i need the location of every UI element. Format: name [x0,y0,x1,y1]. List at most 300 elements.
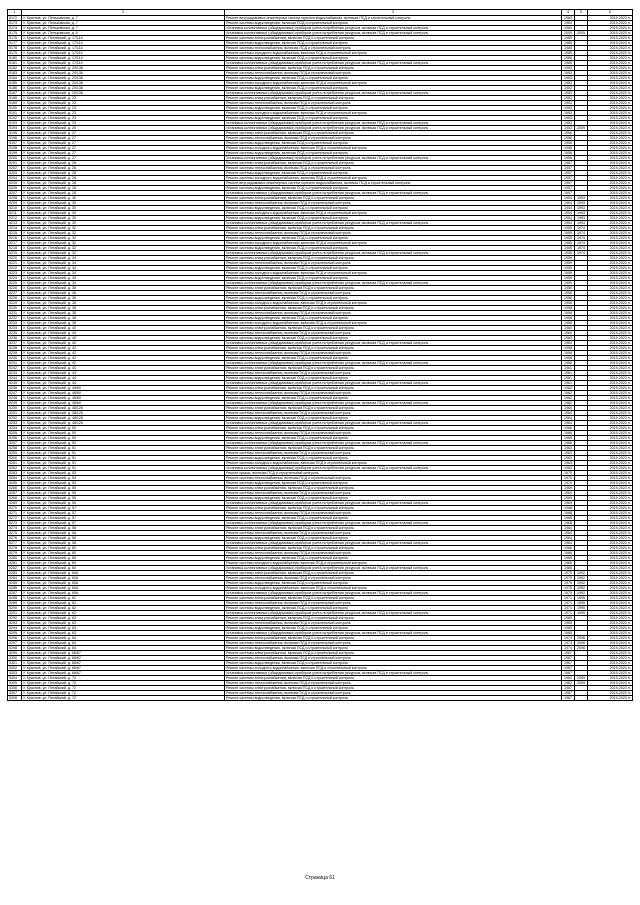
address-cell: У. Краснов, ул. Петайский, д. 60 [22,561,225,566]
address-cell: У. Краснов, ул. Петайский, д. 57 [22,521,225,526]
address-cell: У. Краснов, ул. Петайский, д. 66/67 [22,661,225,666]
address-cell: У. Краснов, ул. Петайский, д. 48/126 [22,411,225,416]
row-number: 5204 [8,176,22,181]
period-cell: 2019-2023 гг. [588,21,633,26]
period-cell: 2019-2023 гг. [588,166,633,171]
build-year-cell: 1955 [562,236,575,241]
period-cell: 2019-2023 гг. [588,466,633,471]
address-cell: У. Краснов, ул. Петайский, д. 36 [22,296,225,301]
row-number: 5223 [8,271,22,276]
work-type-cell: Ремонт системы водоотведения, включая ПСД и строительный контроль [225,336,562,341]
work-type-cell: Установка коллективных (общедомовых) приборов учета потребления ресурсов, включая ПСД и строительный контроль [225,611,562,616]
address-cell: У. Краснов, ул. Петайский, д. 23 [22,106,225,111]
build-year-cell: 1970 [562,481,575,486]
address-cell: У. Краснов, ул. Петайский, д. 55 [22,496,225,501]
address-cell: У. Краснов, ул. Петайский, д. 46/60 [22,401,225,406]
period-cell: 2019-2023 гг. [588,361,633,366]
period-cell: 2019-2023 гг. [588,676,633,681]
address-cell: У. Краснов, ул. Петайский, д. 34 [22,261,225,266]
build-year-cell: 1966 [562,551,575,556]
period-cell: 2019-2023 гг. [588,321,633,326]
build-year-cell: 1956 [562,286,575,291]
row-number: 5228 [8,296,22,301]
overhaul-year-cell: 1974 [575,236,588,241]
build-year-cell: 1967 [562,661,575,666]
build-year-cell: 1962 [562,391,575,396]
build-year-cell: 1960 [562,21,575,26]
work-type-cell: Установка коллективных (общедомовых) приборов учета потребления ресурсов, включая ПСД и строительный контроль [225,341,562,346]
address-cell: У. Краснов, ул. Петайский, д. 17/114 [22,51,225,56]
row-number: 5267 [8,491,22,496]
work-type-cell: Ремонт системы электроснабжения, включая ПСД и строительный контроль [225,486,562,491]
build-year-cell: 1970 [562,476,575,481]
address-cell: У. Краснов, ул. Петайский, д. 58 [22,526,225,531]
period-cell: 2019-2023 гг. [588,81,633,86]
build-year-cell: 1953 [562,76,575,81]
address-cell: У. Краснов, ул. Петайский, д. 60А [22,576,225,581]
row-number: 5209 [8,201,22,206]
row-number: 5257 [8,441,22,446]
build-year-cell: 1957 [562,171,575,176]
address-cell: У. Краснов, ул. Петайский, д. 62 [22,601,225,606]
work-type-cell: Ремонт системы водоотведения, включая ПСД и строительный контроль [225,216,562,221]
address-cell: У. Краснов, ул. Петайский, д. 32 [22,246,225,251]
work-type-cell: Ремонт системы теплоснабжения, включая ПСД и строительный контроль [225,201,562,206]
row-number: 5301 [8,661,22,666]
address-cell: У. Краснов, ул. Петайский, д. 28 [22,176,225,181]
build-year-cell: 1953 [562,106,575,111]
row-number: 5261 [8,461,22,466]
period-cell: 2019-2023 гг. [588,136,633,141]
address-cell: У. Краснов, ул. Петайский, д. 44 [22,381,225,386]
row-number: 5241 [8,361,22,366]
period-cell: 2019-2023 гг. [588,266,633,271]
row-number: 5236 [8,336,22,341]
period-cell: 2019-2023 гг. [588,106,633,111]
address-cell: У. Краснов, ул. Петайский, д. 17/114 [22,46,225,51]
work-type-cell: Установка коллективных (общедомовых) приборов учета потребления ресурсов, включая ПСД и строительный контроль [225,566,562,571]
work-type-cell: Ремонт системы водоотведения, включая ПСД и строительный контроль [225,626,562,631]
overhaul-year-cell: 1993 [575,201,588,206]
period-cell: 2019-2023 гг. [588,36,633,41]
build-year-cell: 1964 [562,406,575,411]
address-cell: У. Краснов, ул. Петайский, д. 30 [22,221,225,226]
work-type-cell: Ремонт системы теплоснабжения, включая ПСД и строительный контроль [225,491,562,496]
overhaul-year-cell: 2009 [575,126,588,131]
period-cell: 2019-2023 гг. [588,696,633,701]
period-cell: 2019-2023 гг. [588,406,633,411]
build-year-cell: 1974 [562,641,575,646]
period-cell: 2019-2023 гг. [588,306,633,311]
overhaul-year-cell: 2006 [575,646,588,651]
build-year-cell: 1966 [562,556,575,561]
build-year-cell: 1956 [562,296,575,301]
address-cell: У. Краснов, ул. Петайский, д. 46/60 [22,391,225,396]
row-number: 5266 [8,486,22,491]
address-cell: У. Краснов, ул. Петайский, д. 32 [22,241,225,246]
period-cell: 2019-2023 гг. [588,231,633,236]
row-number: 5194 [8,126,22,131]
work-type-cell: Ремонт системы водоотведения, включая ПСД и строительный контроль [225,41,562,46]
build-year-cell: 1956 [562,291,575,296]
work-type-cell: Ремонт системы теплоснабжения, включая ПСД и строительный контроль [225,71,562,76]
period-cell: 2019-2023 гг. [588,591,633,596]
table-body [8,10,633,701]
period-cell: 2019-2023 гг. [588,61,633,66]
period-cell: 2019-2023 гг. [588,431,633,436]
build-year-cell: 1969 [562,491,575,496]
address-cell: У. Краснов, ул. Петайский, д. 36 [22,301,225,306]
work-type-cell: Ремонт системы водоотведения, включая ПСД и строительный контроль [225,86,562,91]
overhaul-year-cell: 1993 [575,196,588,201]
build-year-cell: 1963 [562,461,575,466]
work-type-cell: Ремонт системы теплоснабжения, включая ПСД и строительный контроль [225,101,562,106]
period-cell: 2019-2023 гг. [588,276,633,281]
period-cell: 2019-2023 гг. [588,171,633,176]
address-cell: У. Краснов, ул. Петайский, д. 30 [22,201,225,206]
work-type-cell: Ремонт системы электроснабжения, включая ПСД и строительный контроль [225,196,562,201]
address-cell: У. Краснов, ул. Петайский, д. 30 [22,216,225,221]
work-type-cell: Ремонт системы электроснабжения, включая ПСД и строительный контроль [225,506,562,511]
period-cell: 2019-2023 гг. [588,541,633,546]
overhaul-year-cell: 1992 [575,581,588,586]
work-type-cell: Ремонт системы электроснабжения, включая ПСД и строительный контроль [225,386,562,391]
build-year-cell: 1971 [562,611,575,616]
work-type-cell: Ремонт системы электроснабжения, включая ПСД и строительный контроль [225,526,562,531]
address-cell: У. Краснов, ул. Петайский, д. 28 [22,181,225,186]
address-cell: У. Краснов, ул. Петайский, д. 60 [22,566,225,571]
address-cell: У. Краснов, ул. Петайский, д. 23 [22,111,225,116]
build-year-cell: 1964 [562,421,575,426]
build-year-cell: 1974 [562,646,575,651]
build-year-cell: 1959 [562,271,575,276]
work-type-cell: Ремонт системы теплоснабжения, включая ПСД и строительный контроль [225,511,562,516]
row-number: 5212 [8,216,22,221]
period-cell: 2019-2023 гг. [588,641,633,646]
column-number: 4 [562,10,575,16]
work-type-cell: Установка коллективных (общедомовых) приборов учета потребления ресурсов, включая ПСД и строительный контроль [225,361,562,366]
row-number: 5226 [8,286,22,291]
address-cell: У. Краснов, ул. Петайский, д. 51 [22,466,225,471]
period-cell: 2019-2023 гг. [588,631,633,636]
period-cell: 2019-2023 гг. [588,141,633,146]
build-year-cell: 1958 [562,311,575,316]
row-number: 5229 [8,301,22,306]
build-year-cell: 1957 [562,181,575,186]
build-year-cell: 1969 [562,496,575,501]
build-year-cell: 1959 [562,261,575,266]
period-cell: 2019-2023 гг. [588,486,633,491]
build-year-cell: 1967 [562,691,575,696]
work-type-cell: Ремонт системы водоотведения, включая ПСД и строительный контроль [225,606,562,611]
period-cell: 2019-2023 гг. [588,291,633,296]
build-year-cell: 1961 [562,376,575,381]
build-year-cell: 1960 [562,341,575,346]
address-cell: У. Краснов, ул. Петайский, д. 38 [22,311,225,316]
address-cell: У. Краснов, ул. Петайский, д. 60А [22,571,225,576]
address-cell: У. Краснов, ул. Петайский, д. 60 [22,546,225,551]
period-cell: 2019-2023 гг. [588,246,633,251]
row-number: 5243 [8,371,22,376]
work-type-cell: Установка коллективных (общедомовых) приборов учета потребления ресурсов, включая ПСД и строительный контроль [225,281,562,286]
work-type-cell: Ремонт системы электроснабжения, включая ПСД и строительный контроль [225,546,562,551]
period-cell: 2019-2023 гг. [588,206,633,211]
period-cell: 2019-2023 гг. [588,296,633,301]
build-year-cell: 1957 [562,166,575,171]
row-number: 5277 [8,541,22,546]
build-year-cell: 1959 [562,281,575,286]
period-cell: 2019-2023 гг. [588,516,633,521]
period-cell: 2019-2023 гг. [588,636,633,641]
row-number: 5263 [8,471,22,476]
build-year-cell: 1965 [562,621,575,626]
address-cell: У. Краснов, ул. Петайский, д. 48/126 [22,421,225,426]
address-cell: У. Краснов, ул. Петайский, д. 57 [22,511,225,516]
work-type-cell: Ремонт системы водоотведения, включая ПСД и строительный контроль [225,556,562,561]
address-cell: У. Краснов, ул. Петайский, д. 64 [22,636,225,641]
work-type-cell: Ремонт системы водоотведения, включая ПСД и строительный контроль [225,416,562,421]
row-number: 5232 [8,316,22,321]
work-type-cell: Ремонт системы электроснабжения, включая ПСД и строительный контроль [225,131,562,136]
work-type-cell: Ремонт системы электроснабжения, включая ПСД и строительный контроль [225,406,562,411]
build-year-cell: 1966 [562,561,575,566]
period-cell: 2019-2023 гг. [588,621,633,626]
build-year-cell: 1957 [562,186,575,191]
address-cell: У. Краснов, ул. Петайский, д. 50 [22,426,225,431]
period-cell: 2019-2023 гг. [588,46,633,51]
work-type-cell: Ремонт системы водоотведения, включая ПСД и строительный контроль [225,236,562,241]
work-type-cell: Ремонт системы теплоснабжения, включая ПСД и строительный контроль [225,351,562,356]
address-cell: У. Краснов, ул. Петайский, д. 57 [22,506,225,511]
address-cell: У. Краснов, ул. Петайский, д. 20/136 [22,81,225,86]
address-cell: У. Краснов, ул. Петайский, д. 17/114 [22,36,225,41]
row-number: 5288 [8,596,22,601]
period-cell: 2019-2023 гг. [588,101,633,106]
build-year-cell: 1967 [562,651,575,656]
build-year-cell: 1967 [562,666,575,671]
build-year-cell: 1975 [562,586,575,591]
address-cell: У. Краснов, ул. Петайский, д. 63 [22,631,225,636]
row-number: 5283 [8,571,22,576]
build-year-cell: 1958 [562,316,575,321]
address-cell: У. Краснов, ул. Петайский, д. 53 [22,481,225,486]
work-type-cell: Ремонт системы электроснабжения, включая ПСД и строительный контроль [225,306,562,311]
build-year-cell: 1955 [562,241,575,246]
work-type-cell: Ремонт системы электроснабжения, включая ПСД и строительный контроль [225,686,562,691]
build-year-cell: 1956 [562,151,575,156]
work-type-cell: Ремонт системы теплоснабжения, включая ПСД и строительный контроль [225,431,562,436]
address-cell: У. Краснов, ул. Петайский, д. 70 [22,681,225,686]
build-year-cell: 1975 [562,591,575,596]
build-year-cell: 1962 [562,681,575,686]
row-number: 5221 [8,261,22,266]
build-year-cell: 1953 [562,81,575,86]
period-cell: 2019-2023 гг. [588,491,633,496]
address-cell: У. Краснов, ул. Петайский, д. 44 [22,376,225,381]
build-year-cell: 1963 [562,456,575,461]
row-number: 5260 [8,456,22,461]
row-number: 5179 [8,51,22,56]
address-cell: У. Краснов, ул. Петайский, д. 28 [22,171,225,176]
address-cell: У. Краснов, ул. Пеньковская, д. 7 [22,16,225,21]
address-cell: У. Краснов, ул. Петайский, д. 66/67 [22,671,225,676]
work-type-cell: Ремонт системы теплоснабжения, включая ПСД и строительный контроль [225,531,562,536]
build-year-cell: 1956 [562,301,575,306]
address-cell: У. Краснов, ул. Петайский, д. 34 [22,276,225,281]
address-cell: У. Краснов, ул. Петайский, д. 34 [22,256,225,261]
work-type-cell: Ремонт системы водоотведения, включая ПСД и строительный контроль [225,356,562,361]
address-cell: У. Краснов, ул. Петайский, д. 55 [22,486,225,491]
row-number: 5244 [8,376,22,381]
build-year-cell: 1956 [562,146,575,151]
period-cell: 2019-2023 гг. [588,526,633,531]
period-cell: 2019-2023 гг. [588,556,633,561]
work-type-cell: Ремонт системы холодного водоснабжения, включая ПСД и строительный контроль [225,241,562,246]
build-year-cell: 1963 [562,466,575,471]
build-year-cell: 1985 [562,36,575,41]
row-number: 5250 [8,406,22,411]
work-type-cell: Ремонт системы водоотведения, включая ПСД и строительный контроль [225,276,562,281]
address-cell: У. Краснов, ул. Петайский, д. 32 [22,226,225,231]
page-number: Страница 61 [305,875,335,881]
address-cell: У. Краснов, ул. Петайский, д. 40 [22,326,225,331]
period-cell: 2019-2023 гг. [588,261,633,266]
row-number: 5180 [8,56,22,61]
work-type-cell: Ремонт системы теплоснабжения, включая ПСД и строительный контроль [225,166,562,171]
address-cell: У. Краснов, ул. Петайский, д. 27 [22,151,225,156]
row-number: 5224 [8,276,22,281]
row-number: 5231 [8,311,22,316]
period-cell: 2019-2023 гг. [588,356,633,361]
work-type-cell: Ремонт системы холодного водоснабжения, включая ПСД и строительный контроль [225,111,562,116]
build-year-cell: 1959 [562,276,575,281]
row-number: 5176 [8,36,22,41]
address-cell: У. Краснов, ул. Петайский, д. 66/67 [22,666,225,671]
work-type-cell: Ремонт системы водоотведения, включая ПСД и строительный контроль [225,21,562,26]
row-number: 5218 [8,246,22,251]
overhaul-year-cell: 1995 [575,611,588,616]
period-cell: 2019-2023 гг. [588,666,633,671]
period-cell: 2019-2023 гг. [588,191,633,196]
build-year-cell: 1964 [562,541,575,546]
address-cell: У. Краснов, ул. Петайский, д. 60А [22,591,225,596]
address-cell: У. Краснов, ул. Петайский, д. 63 [22,621,225,626]
period-cell: 2019-2023 гг. [588,341,633,346]
period-cell: 2019-2023 гг. [588,411,633,416]
address-cell: У. Краснов, ул. Петайский, д. 46/60 [22,386,225,391]
row-number: 5189 [8,101,22,106]
period-cell: 2019-2023 гг. [588,221,633,226]
address-cell: У. Краснов, ул. Петайский, д. 53 [22,476,225,481]
period-cell: 2019-2023 гг. [588,501,633,506]
build-year-cell: 1962 [562,401,575,406]
address-cell: У. Краснов, ул. Петайский, д. 17/114 [22,56,225,61]
address-cell: У. Краснов, ул. Петайский, д. 28 [22,191,225,196]
row-number: 5181 [8,61,22,66]
period-cell: 2019-2023 гг. [588,456,633,461]
address-cell: У. Краснов, ул. Петайский, д. 66/67 [22,651,225,656]
build-year-cell: 1956 [562,156,575,161]
row-number: 5225 [8,281,22,286]
overhaul-year-cell: 1993 [575,216,588,221]
work-type-cell: Ремонт системы электроснабжения, включая ПСД и строительный контроль [225,446,562,451]
row-number: 5214 [8,226,22,231]
build-year-cell: 1985 [562,51,575,56]
work-type-cell: Ремонт системы электроснабжения, включая ПСД и строительный контроль [225,596,562,601]
work-type-cell: Ремонт системы водоотведения, включая ПСД и строительный контроль [225,56,562,61]
address-cell: У. Краснов, ул. Петайский, д. 60А [22,586,225,591]
period-cell: 2019-2023 гг. [588,521,633,526]
address-cell: У. Краснов, ул. Петайский, д. 17/114 [22,61,225,66]
row-number: 5190 [8,106,22,111]
overhaul-year-cell: 1974 [575,251,588,256]
build-year-cell: 1963 [562,446,575,451]
address-cell: У. Краснов, ул. Петайский, д. 42 [22,356,225,361]
row-number: 5234 [8,326,22,331]
work-type-cell: Ремонт системы теплоснабжения, включая ПСД и строительный контроль [225,601,562,606]
build-year-cell: 1953 [562,71,575,76]
period-cell: 2019-2023 гг. [588,681,633,686]
work-type-cell: Ремонт системы водоотведения, включая ПСД и строительный контроль [225,186,562,191]
build-year-cell: 1962 [562,386,575,391]
overhaul-year-cell: 2006 [575,636,588,641]
period-cell: 2019-2023 гг. [588,186,633,191]
work-type-cell: Ремонт системы водоотведения, включая ПСД и строительный контроль [225,316,562,321]
work-type-cell: Ремонт внутридомовых инженерных систем горячего водоснабжения, включая ПСД и строительный контроль [225,16,562,21]
work-type-cell: Ремонт системы водоотведения, включая ПСД и строительный контроль [225,456,562,461]
build-year-cell: 1958 [562,321,575,326]
period-cell: 2019-2023 гг. [588,531,633,536]
build-year-cell: 1956 [562,136,575,141]
period-cell: 2019-2023 гг. [588,271,633,276]
build-year-cell: 1975 [562,571,575,576]
row-number: 5291 [8,611,22,616]
work-type-cell: Ремонт системы теплоснабжения, включая ПСД и строительный контроль [225,476,562,481]
work-type-cell: Ремонт системы водоотведения, включая ПСД и строительный контроль [225,266,562,271]
address-cell: У. Краснов, ул. Петайский, д. 32 [22,231,225,236]
work-type-cell: Установка коллективных (общедомовых) приборов учета потребления ресурсов, включая ПСД и строительный контроль [225,631,562,636]
address-cell: У. Краснов, ул. Петайский, д. 38 [22,316,225,321]
work-type-cell: Установка коллективных (общедомовых) приборов учета потребления ресурсов, включая ПСД и строительный контроль [225,126,562,131]
period-cell: 2019-2023 гг. [588,286,633,291]
row-number: 5268 [8,496,22,501]
period-cell: 2019-2023 гг. [588,311,633,316]
period-cell: 2019-2023 гг. [588,651,633,656]
period-cell: 2019-2023 гг. [588,476,633,481]
build-year-cell: 1966 [562,566,575,571]
row-number: 5287 [8,591,22,596]
row-number: 5289 [8,601,22,606]
build-year-cell: 1953 [562,121,575,126]
build-year-cell: 1953 [562,91,575,96]
column-number: 1 [8,10,22,16]
work-type-cell: Ремонт системы холодного водоснабжения, включая ПСД и строительный контроль [225,51,562,56]
build-year-cell: 1985 [562,41,575,46]
build-year-cell: 1966 [562,436,575,441]
period-cell: 2019-2023 гг. [588,381,633,386]
work-type-cell: Ремонт системы водоотведения, включая ПСД и строительный контроль [225,171,562,176]
row-number: 5219 [8,251,22,256]
build-year-cell: 2000 [562,31,575,36]
work-type-cell: Ремонт крыши, включая ПСД и строительный контроль [225,471,562,476]
period-cell: 2019-2023 гг. [588,336,633,341]
work-type-cell: Ремонт системы теплоснабжения, включая ПСД и строительный контроль [225,46,562,51]
row-number: 5195 [8,131,22,136]
period-cell: 2019-2023 гг. [588,96,633,101]
work-type-cell: Ремонт системы электроснабжения, включая ПСД и строительный контроль [225,426,562,431]
row-number: 5252 [8,416,22,421]
row-number: 5185 [8,81,22,86]
